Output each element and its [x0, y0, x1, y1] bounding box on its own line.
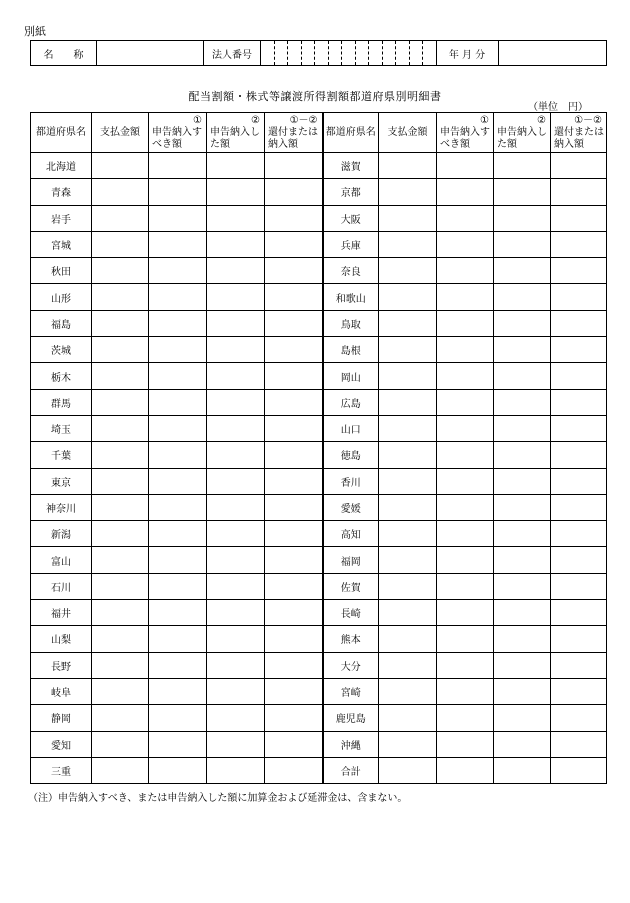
prefecture-name: 福島: [31, 310, 92, 336]
amount-cell[interactable]: [437, 573, 494, 599]
amount-cell[interactable]: [494, 415, 551, 441]
amount-cell[interactable]: [207, 468, 265, 494]
amount-cell[interactable]: [437, 626, 494, 652]
amount-cell[interactable]: [265, 363, 323, 389]
amount-cell[interactable]: [551, 258, 607, 284]
amount-cell[interactable]: [379, 179, 437, 205]
col-header-declared: ① 申告納入すべき額: [149, 113, 207, 153]
amount-cell[interactable]: [92, 521, 149, 547]
prefecture-name: 香川: [323, 468, 379, 494]
amount-cell[interactable]: [149, 442, 207, 468]
table-row: [31, 442, 607, 468]
amount-cell[interactable]: [494, 521, 551, 547]
amount-cell[interactable]: [149, 547, 207, 573]
amount-cell[interactable]: [551, 153, 607, 179]
prefecture-name: 青森: [31, 179, 92, 205]
amount-cell[interactable]: [494, 678, 551, 704]
amount-cell[interactable]: [149, 678, 207, 704]
amount-cell[interactable]: [207, 494, 265, 520]
amount-cell[interactable]: [92, 678, 149, 704]
amount-cell[interactable]: [92, 363, 149, 389]
amount-cell[interactable]: [149, 468, 207, 494]
prefecture-name: 兵庫: [323, 231, 379, 257]
amount-cell[interactable]: [437, 494, 494, 520]
amount-cell[interactable]: [207, 415, 265, 441]
amount-cell[interactable]: [149, 494, 207, 520]
prefecture-name: 秋田: [31, 258, 92, 284]
table-row: [31, 678, 607, 704]
amount-cell[interactable]: [379, 494, 437, 520]
amount-cell[interactable]: [379, 153, 437, 179]
amount-cell[interactable]: [437, 731, 494, 757]
amount-cell[interactable]: [149, 415, 207, 441]
amount-cell[interactable]: [149, 652, 207, 678]
amount-cell[interactable]: [494, 547, 551, 573]
amount-cell[interactable]: [265, 389, 323, 415]
corp-number-digit[interactable]: [328, 41, 342, 66]
amount-cell[interactable]: [92, 337, 149, 363]
amount-cell[interactable]: [379, 442, 437, 468]
amount-cell[interactable]: [379, 547, 437, 573]
amount-cell[interactable]: [437, 678, 494, 704]
amount-cell[interactable]: [379, 731, 437, 757]
name-field[interactable]: [97, 41, 204, 66]
amount-cell[interactable]: [92, 468, 149, 494]
amount-cell[interactable]: [92, 705, 149, 731]
table-row: [31, 573, 607, 599]
amount-cell[interactable]: [551, 337, 607, 363]
table-row: [31, 310, 607, 336]
prefecture-name: 高知: [323, 521, 379, 547]
col-header-pref: 都道府県名: [323, 113, 379, 153]
table-row: [31, 757, 607, 783]
amount-cell[interactable]: [437, 310, 494, 336]
col-header-refund: ①－② 還付または納入額: [265, 113, 323, 153]
corp-number-digit[interactable]: [355, 41, 369, 66]
amount-cell[interactable]: [379, 678, 437, 704]
amount-cell[interactable]: [379, 626, 437, 652]
amount-cell[interactable]: [494, 731, 551, 757]
amount-cell[interactable]: [149, 626, 207, 652]
amount-cell[interactable]: [149, 258, 207, 284]
amount-cell[interactable]: [92, 626, 149, 652]
prefecture-name: 神奈川: [31, 494, 92, 520]
corp-number-digit[interactable]: [382, 41, 396, 66]
amount-cell[interactable]: [437, 389, 494, 415]
col-header-pref: 都道府県名: [31, 113, 92, 153]
amount-cell[interactable]: [379, 284, 437, 310]
col-header-paid: 支払金額: [379, 113, 437, 153]
amount-cell[interactable]: [437, 757, 494, 783]
amount-cell[interactable]: [265, 600, 323, 626]
amount-cell[interactable]: [379, 468, 437, 494]
amount-cell[interactable]: [437, 284, 494, 310]
amount-cell[interactable]: [494, 205, 551, 231]
period-label: 年 月 分: [436, 41, 498, 66]
amount-cell[interactable]: [149, 757, 207, 783]
prefecture-name: 和歌山: [323, 284, 379, 310]
amount-cell[interactable]: [265, 494, 323, 520]
amount-cell[interactable]: [92, 494, 149, 520]
col-header-paid-declared: ② 申告納入した額: [494, 113, 551, 153]
prefecture-name: 徳島: [323, 442, 379, 468]
amount-cell[interactable]: [149, 521, 207, 547]
prefecture-name: 千葉: [31, 442, 92, 468]
amount-cell[interactable]: [265, 731, 323, 757]
amount-cell[interactable]: [379, 337, 437, 363]
amount-cell[interactable]: [494, 363, 551, 389]
table-row: [31, 652, 607, 678]
amount-cell[interactable]: [551, 573, 607, 599]
table-row: [31, 258, 607, 284]
amount-cell[interactable]: [207, 731, 265, 757]
amount-cell[interactable]: [207, 284, 265, 310]
prefecture-name: 栃木: [31, 363, 92, 389]
amount-cell[interactable]: [379, 573, 437, 599]
amount-cell[interactable]: [149, 337, 207, 363]
prefecture-name: 岡山: [323, 363, 379, 389]
table-row: [31, 626, 607, 652]
amount-cell[interactable]: [379, 652, 437, 678]
amount-cell[interactable]: [149, 389, 207, 415]
amount-cell[interactable]: [265, 547, 323, 573]
table-row: [31, 415, 607, 441]
amount-cell[interactable]: [265, 258, 323, 284]
amount-cell[interactable]: [207, 258, 265, 284]
prefecture-name: 大阪: [323, 205, 379, 231]
table-row: [31, 705, 607, 731]
amount-cell[interactable]: [207, 363, 265, 389]
amount-cell[interactable]: [379, 231, 437, 257]
corp-number-digit[interactable]: [423, 41, 437, 66]
amount-cell[interactable]: [149, 573, 207, 599]
amount-cell[interactable]: [265, 678, 323, 704]
amount-cell[interactable]: [551, 600, 607, 626]
amount-cell[interactable]: [207, 652, 265, 678]
prefecture-name: 沖縄: [323, 731, 379, 757]
prefecture-name: 宮崎: [323, 678, 379, 704]
amount-cell[interactable]: [379, 705, 437, 731]
prefecture-name: 岩手: [31, 205, 92, 231]
amount-cell[interactable]: [92, 389, 149, 415]
amount-cell[interactable]: [551, 363, 607, 389]
prefecture-name: 山口: [323, 415, 379, 441]
amount-cell[interactable]: [92, 573, 149, 599]
table-row: [31, 731, 607, 757]
amount-cell[interactable]: [437, 205, 494, 231]
amount-cell[interactable]: [379, 389, 437, 415]
amount-cell[interactable]: [265, 284, 323, 310]
amount-cell[interactable]: [149, 153, 207, 179]
amount-cell[interactable]: [551, 652, 607, 678]
amount-cell[interactable]: [379, 310, 437, 336]
amount-cell[interactable]: [92, 415, 149, 441]
amount-cell[interactable]: [379, 363, 437, 389]
amount-cell[interactable]: [494, 652, 551, 678]
prefecture-name: 東京: [31, 468, 92, 494]
amount-cell[interactable]: [551, 757, 607, 783]
prefecture-name: 愛媛: [323, 494, 379, 520]
prefecture-name: 三重: [31, 757, 92, 783]
prefecture-name: 鳥取: [323, 310, 379, 336]
amount-cell[interactable]: [207, 337, 265, 363]
amount-cell[interactable]: [207, 231, 265, 257]
amount-cell[interactable]: [494, 231, 551, 257]
amount-cell[interactable]: [92, 757, 149, 783]
amount-cell[interactable]: [207, 626, 265, 652]
amount-cell[interactable]: [494, 284, 551, 310]
amount-cell[interactable]: [551, 678, 607, 704]
amount-cell[interactable]: [149, 363, 207, 389]
prefecture-name: 佐賀: [323, 573, 379, 599]
amount-cell[interactable]: [207, 678, 265, 704]
name-label: 名 称: [31, 41, 97, 66]
corp-number-digit[interactable]: [369, 41, 383, 66]
amount-cell[interactable]: [494, 310, 551, 336]
amount-cell[interactable]: [265, 337, 323, 363]
footnote: （注）申告納入すべき、または申告納入した額に加算金および延滞金は、含まない。: [28, 793, 408, 804]
corp-number-digit[interactable]: [315, 41, 329, 66]
prefecture-name: 大分: [323, 652, 379, 678]
prefecture-name: 福井: [31, 600, 92, 626]
amount-cell[interactable]: [551, 205, 607, 231]
amount-cell[interactable]: [207, 521, 265, 547]
table-row: [31, 153, 607, 179]
amount-cell[interactable]: [551, 468, 607, 494]
attachment-label: 別紙: [24, 25, 46, 38]
prefecture-name: 愛知: [31, 731, 92, 757]
amount-cell[interactable]: [265, 521, 323, 547]
prefecture-name: 熊本: [323, 626, 379, 652]
amount-cell[interactable]: [92, 179, 149, 205]
amount-cell[interactable]: [265, 310, 323, 336]
prefecture-name: 京都: [323, 179, 379, 205]
amount-cell[interactable]: [551, 626, 607, 652]
amount-cell[interactable]: [494, 337, 551, 363]
amount-cell[interactable]: [92, 310, 149, 336]
prefecture-name: 静岡: [31, 705, 92, 731]
amount-cell[interactable]: [149, 179, 207, 205]
amount-cell[interactable]: [551, 389, 607, 415]
corp-number-label: 法人番号: [204, 41, 261, 66]
amount-cell[interactable]: [494, 442, 551, 468]
table-row: [31, 179, 607, 205]
amount-cell[interactable]: [149, 205, 207, 231]
amount-cell[interactable]: [92, 231, 149, 257]
amount-cell[interactable]: [551, 521, 607, 547]
table-row: [31, 363, 607, 389]
col-header-declared: ① 申告納入すべき額: [437, 113, 494, 153]
amount-cell[interactable]: [379, 205, 437, 231]
amount-cell[interactable]: [92, 153, 149, 179]
table-row: [31, 547, 607, 573]
amount-cell[interactable]: [265, 179, 323, 205]
header-table: [30, 40, 607, 66]
amount-cell[interactable]: [379, 521, 437, 547]
prefecture-name: 岐阜: [31, 678, 92, 704]
amount-cell[interactable]: [265, 705, 323, 731]
amount-cell[interactable]: [207, 547, 265, 573]
amount-cell[interactable]: [551, 310, 607, 336]
amount-cell[interactable]: [265, 652, 323, 678]
amount-cell[interactable]: [437, 153, 494, 179]
prefecture-name: 鹿児島: [323, 705, 379, 731]
prefecture-name: 山形: [31, 284, 92, 310]
amount-cell[interactable]: [494, 705, 551, 731]
col-header-refund: ①－② 還付または納入額: [551, 113, 607, 153]
table-row: [31, 468, 607, 494]
amount-cell[interactable]: [92, 284, 149, 310]
prefecture-name: 石川: [31, 573, 92, 599]
amount-cell[interactable]: [207, 442, 265, 468]
prefecture-name: 群馬: [31, 389, 92, 415]
corp-number-digit[interactable]: [396, 41, 410, 66]
amount-cell[interactable]: [437, 258, 494, 284]
amount-cell[interactable]: [265, 573, 323, 599]
amount-cell[interactable]: [551, 284, 607, 310]
amount-cell[interactable]: [437, 705, 494, 731]
amount-cell[interactable]: [265, 468, 323, 494]
amount-cell[interactable]: [437, 363, 494, 389]
amount-cell[interactable]: [379, 258, 437, 284]
amount-cell[interactable]: [265, 415, 323, 441]
prefecture-name: 島根: [323, 337, 379, 363]
amount-cell[interactable]: [149, 310, 207, 336]
prefecture-name: 長野: [31, 652, 92, 678]
table-row: [31, 337, 607, 363]
amount-cell[interactable]: [494, 153, 551, 179]
amount-cell[interactable]: [551, 547, 607, 573]
amount-cell[interactable]: [149, 705, 207, 731]
corp-number-digit[interactable]: [274, 41, 288, 66]
amount-cell[interactable]: [265, 626, 323, 652]
amount-cell[interactable]: [494, 389, 551, 415]
prefecture-name: 合計: [323, 757, 379, 783]
table-row: [31, 231, 607, 257]
amount-cell[interactable]: [265, 231, 323, 257]
table-row: [31, 494, 607, 520]
prefecture-name: 滋賀: [323, 153, 379, 179]
amount-cell[interactable]: [551, 415, 607, 441]
amount-cell[interactable]: [207, 389, 265, 415]
amount-cell[interactable]: [92, 547, 149, 573]
amount-cell[interactable]: [437, 442, 494, 468]
amount-cell[interactable]: [379, 600, 437, 626]
amount-cell[interactable]: [379, 757, 437, 783]
amount-cell[interactable]: [379, 415, 437, 441]
period-field[interactable]: [498, 41, 606, 66]
amount-cell[interactable]: [494, 179, 551, 205]
prefecture-name: 埼玉: [31, 415, 92, 441]
prefecture-name: 広島: [323, 389, 379, 415]
prefecture-name: 奈良: [323, 258, 379, 284]
corp-number-digit[interactable]: [342, 41, 356, 66]
table-row: [31, 600, 607, 626]
amount-cell[interactable]: [149, 231, 207, 257]
amount-cell[interactable]: [92, 258, 149, 284]
document-title: 配当割額・株式等譲渡所得割額都道府県別明細書: [188, 90, 442, 103]
amount-cell[interactable]: [437, 337, 494, 363]
amount-cell[interactable]: [92, 205, 149, 231]
amount-cell[interactable]: [92, 652, 149, 678]
amount-cell[interactable]: [437, 415, 494, 441]
amount-cell[interactable]: [494, 573, 551, 599]
amount-cell[interactable]: [437, 468, 494, 494]
amount-cell[interactable]: [494, 600, 551, 626]
amount-cell[interactable]: [437, 652, 494, 678]
amount-cell[interactable]: [207, 573, 265, 599]
corp-number-digit[interactable]: [261, 41, 275, 66]
amount-cell[interactable]: [265, 757, 323, 783]
amount-cell[interactable]: [494, 494, 551, 520]
col-header-paid-declared: ② 申告納入した額: [207, 113, 265, 153]
amount-cell[interactable]: [494, 468, 551, 494]
amount-cell[interactable]: [265, 442, 323, 468]
amount-cell[interactable]: [551, 494, 607, 520]
amount-cell[interactable]: [149, 600, 207, 626]
amount-cell[interactable]: [551, 231, 607, 257]
amount-cell[interactable]: [265, 205, 323, 231]
amount-cell[interactable]: [149, 731, 207, 757]
amount-cell[interactable]: [437, 231, 494, 257]
amount-cell[interactable]: [92, 600, 149, 626]
table-row: [31, 205, 607, 231]
prefecture-name: 福岡: [323, 547, 379, 573]
unit-note: （単位 円）: [528, 102, 588, 113]
corp-number-digit[interactable]: [288, 41, 302, 66]
amount-cell[interactable]: [207, 179, 265, 205]
prefecture-detail-table: [30, 112, 607, 784]
amount-cell[interactable]: [265, 153, 323, 179]
amount-cell[interactable]: [551, 705, 607, 731]
prefecture-name: 富山: [31, 547, 92, 573]
prefecture-name: 長崎: [323, 600, 379, 626]
corp-number-digit[interactable]: [301, 41, 315, 66]
amount-cell[interactable]: [207, 757, 265, 783]
amount-cell[interactable]: [92, 442, 149, 468]
amount-cell[interactable]: [149, 284, 207, 310]
prefecture-name: 茨城: [31, 337, 92, 363]
amount-cell[interactable]: [437, 179, 494, 205]
amount-cell[interactable]: [437, 521, 494, 547]
prefecture-name: 山梨: [31, 626, 92, 652]
amount-cell[interactable]: [437, 600, 494, 626]
amount-cell[interactable]: [207, 705, 265, 731]
amount-cell[interactable]: [207, 310, 265, 336]
prefecture-name: 宮城: [31, 231, 92, 257]
amount-cell[interactable]: [207, 153, 265, 179]
table-row: [31, 284, 607, 310]
amount-cell[interactable]: [551, 442, 607, 468]
table-row: [31, 521, 607, 547]
amount-cell[interactable]: [494, 626, 551, 652]
amount-cell[interactable]: [551, 731, 607, 757]
corp-number-digit[interactable]: [409, 41, 423, 66]
amount-cell[interactable]: [207, 600, 265, 626]
col-header-paid: 支払金額: [92, 113, 149, 153]
amount-cell[interactable]: [551, 179, 607, 205]
amount-cell[interactable]: [92, 731, 149, 757]
amount-cell[interactable]: [494, 757, 551, 783]
amount-cell[interactable]: [207, 205, 265, 231]
prefecture-name: 北海道: [31, 153, 92, 179]
table-row: [31, 389, 607, 415]
amount-cell[interactable]: [437, 547, 494, 573]
amount-cell[interactable]: [494, 258, 551, 284]
prefecture-name: 新潟: [31, 521, 92, 547]
